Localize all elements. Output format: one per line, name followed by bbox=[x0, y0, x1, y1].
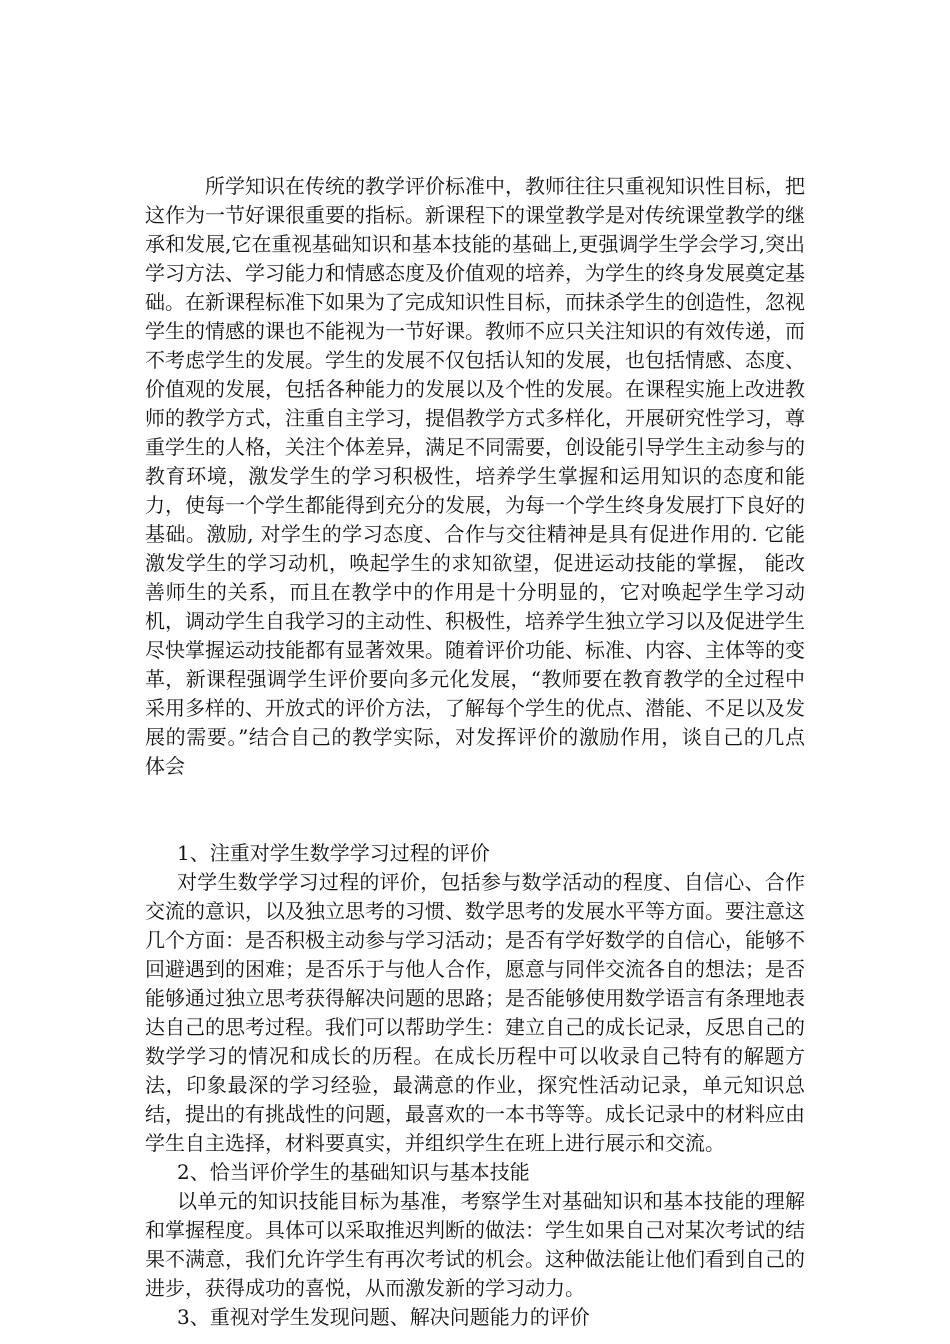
section-2-heading: 2、恰当评价学生的基础知识与基本技能 bbox=[177, 1160, 530, 1184]
section-1-paragraph: 对学生数学学习过程的评价，包括参与数学活动的程度、自信心、合作交流的意识，以及独立思考的习惯、数学思考的发展水平等方面。要注意这几个方面：是否积极主动参与学习活动；是否有学好数学的自信心，能够不回避遇到的困难；是否乐于与他人合作，愿意与同伴交流各自的想法；是否能够通过独立思考获得解决问题的思路；是否能够使用数学语言有条理地表达自己的思考过程。我们可以帮助学生：建立自己的成长记录，反思自己的数学学习的情况和成长的历程。在成长历程中可以收录自己特有的解题方法，印象最深的学习经验，最满意的作业，探究性活动记录，单元知识总结，提出的有挑战性的问题，最喜欢的一本书等等。成长记录中的材料应由学生自主选择，材料要真实，并组织学生在班上进行展示和交流。 bbox=[145, 870, 805, 1155]
paragraph-gap bbox=[145, 781, 805, 839]
document-body bbox=[145, 172, 805, 1332]
section-2-paragraph: 以单元的知识技能目标为基准，考察学生对基础知识和基本技能的理解和掌握程度。具体可以采取推迟判断的做法：学生如果自己对某次考试的结果不满意，我们允许学生有再次考试的机会。这种做法能让他们看到自己的进步，获得成功的喜悦，从而激发新的学习动力。 bbox=[145, 1189, 805, 1300]
intro-paragraph: 所学知识在传统的教学评价标准中，教师往往只重视知识性目标，把这作为一节好课很重要的指标。新课程下的课堂教学是对传统课堂教学的继承和发展,它在重视基础知识和基本技能的基础上,更强调学生学会学习,突出学习方法、学习能力和情感态度及价值观的培养，为学生的终身发展奠定基础。在新课程标准下如果为了完成知识性目标，而抹杀学生的创造性，忽视学生的情感的课也不能视为一节好课。教师不应只关注知识的有效传递，而不考虑学生的发展。学生的发展不仅包括认知的发展，也包括情感、态度、价值观的发展，包括各种能力的发展以及个性的发展。在课程实施上改进教师的教学方式，注重自主学习，提倡教学方式多样化，开展研究性学习，尊重学生的人格，关注个体差异，满足不同需要，创设能引导学生主动参与的教育环境，激发学生的学习积极性，培养学生掌握和运用知识的态度和能力，使每一个学生都能得到充分的发展，为每一个学生终身发展打下良好的基础。激励, 对学生的学习态度、合作与交往精神是具有促进作用的. 它能激发学生的学习动机，唤起学生的求知欲望，促进运动技能的掌握， 能改善师生的关系，而且在教学中的作用是十分明显的，它对唤起学生学习动机，调动学生自我学习的主动性、积极性，培养学生独立学习以及促进学生尽快掌握运动技能都有显著效果。随着评价功能、标准、内容、主体等的变革，新课程强调学生评价要向多元化发展，“教师要在教育教学的全过程中采用多样的、开放式的评价方法，了解每个学生的优点、潜能、不足以及发展的需要。”结合自己的教学实际，对发挥评价的激励作用，谈自己的几点体会 bbox=[145, 174, 805, 778]
section-3-heading: 3、重视对学生发现问题、解决问题能力的评价 bbox=[177, 1305, 590, 1329]
section-1-heading: 1、注重对学生数学学习过程的评价 bbox=[177, 841, 490, 865]
